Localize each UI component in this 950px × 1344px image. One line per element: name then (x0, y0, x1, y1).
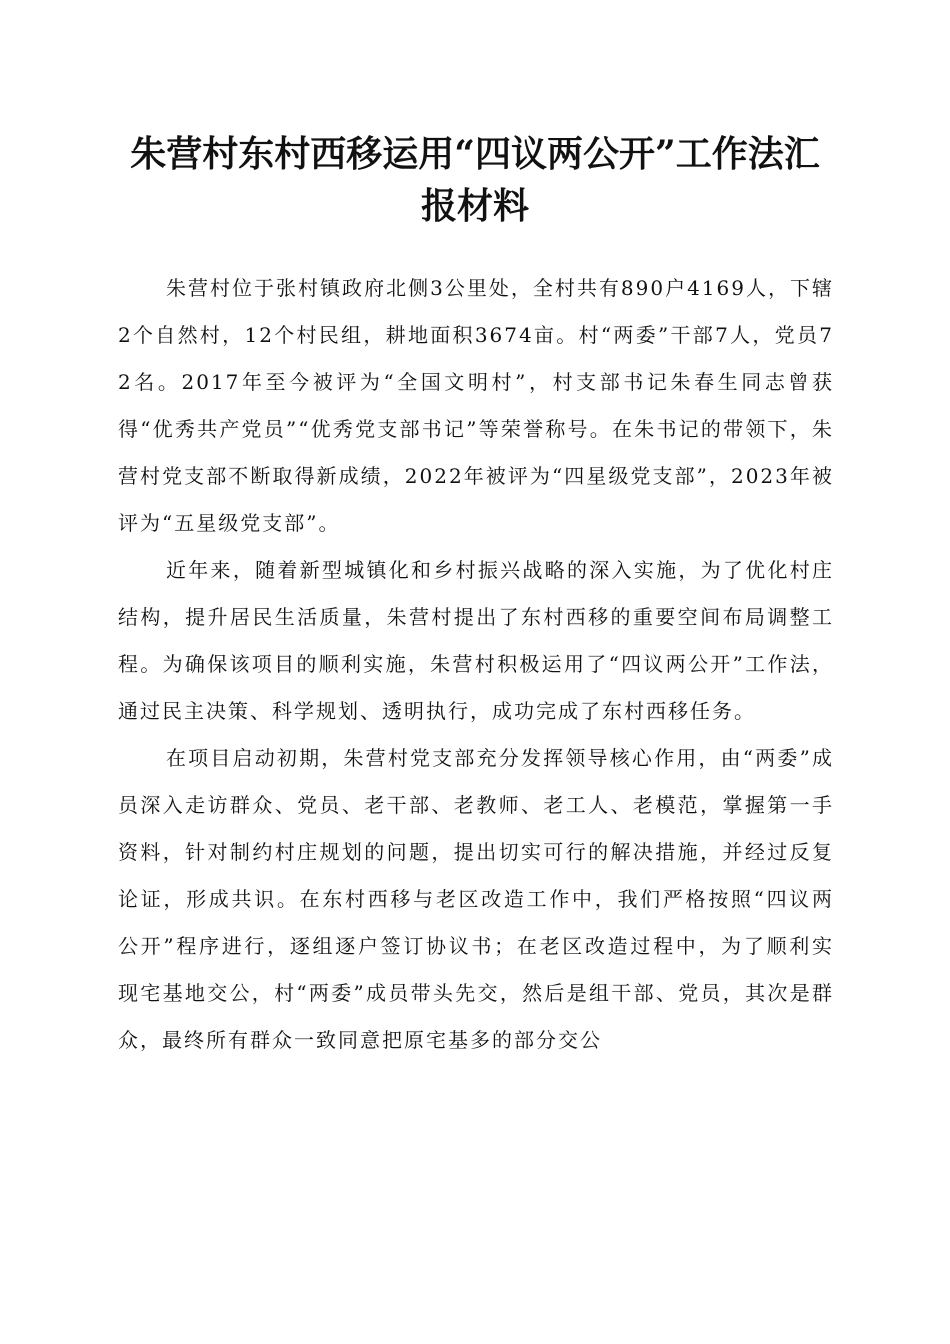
document-body (118, 265, 834, 1064)
title-line-1: 朱营村东村西移运用“四议两公开”工作法汇 (130, 133, 820, 175)
paragraph-3: 在项目启动初期，朱营村党支部充分发挥领导核心作用，由“两委”成员深入走访群众、党员、老干部、老教师、老工人、老模范，掌握第一手资料，针对制约村庄规划的问题，提出切实可行的解决措施，并经过反复论证，形成共识。在东村西移与老区改造工作中，我们严格按照“四议两公开”程序进行，逐组逐户签订协议书；在老区改造过程中，为了顺利实现宅基地交公，村“两委”成员带头先交，然后是组干部、党员，其次是群众，最终所有群众一致同意把原宅基多的部分交公 (118, 746, 834, 1052)
title-line-2: 报材料 (420, 185, 529, 227)
document-title (110, 128, 840, 232)
paragraph-2: 近年来，随着新型城镇化和乡村振兴战略的深入实施，为了优化村庄结构，提升居民生活质量，朱营村提出了东村西移的重要空间布局调整工程。为确保该项目的顺利实施，朱营村积极运用了“四议两公开”工作法，通过民主决策、科学规划、透明执行，成功完成了东村西移任务。 (118, 558, 834, 723)
paragraph-1: 朱营村位于张村镇政府北侧3公里处，全村共有890户4169人，下辖2个自然村，12个村民组，耕地面积3674亩。村“两委”干部7人，党员72名。2017年至今被评为“全国文明村”，村支部书记朱春生同志曾获得“优秀共产党员”“优秀党支部书记”等荣誉称号。在朱书记的带领下，朱营村党支部不断取得新成绩，2022年被评为“四星级党支部”，2023年被评为“五星级党支部”。 (118, 276, 834, 535)
